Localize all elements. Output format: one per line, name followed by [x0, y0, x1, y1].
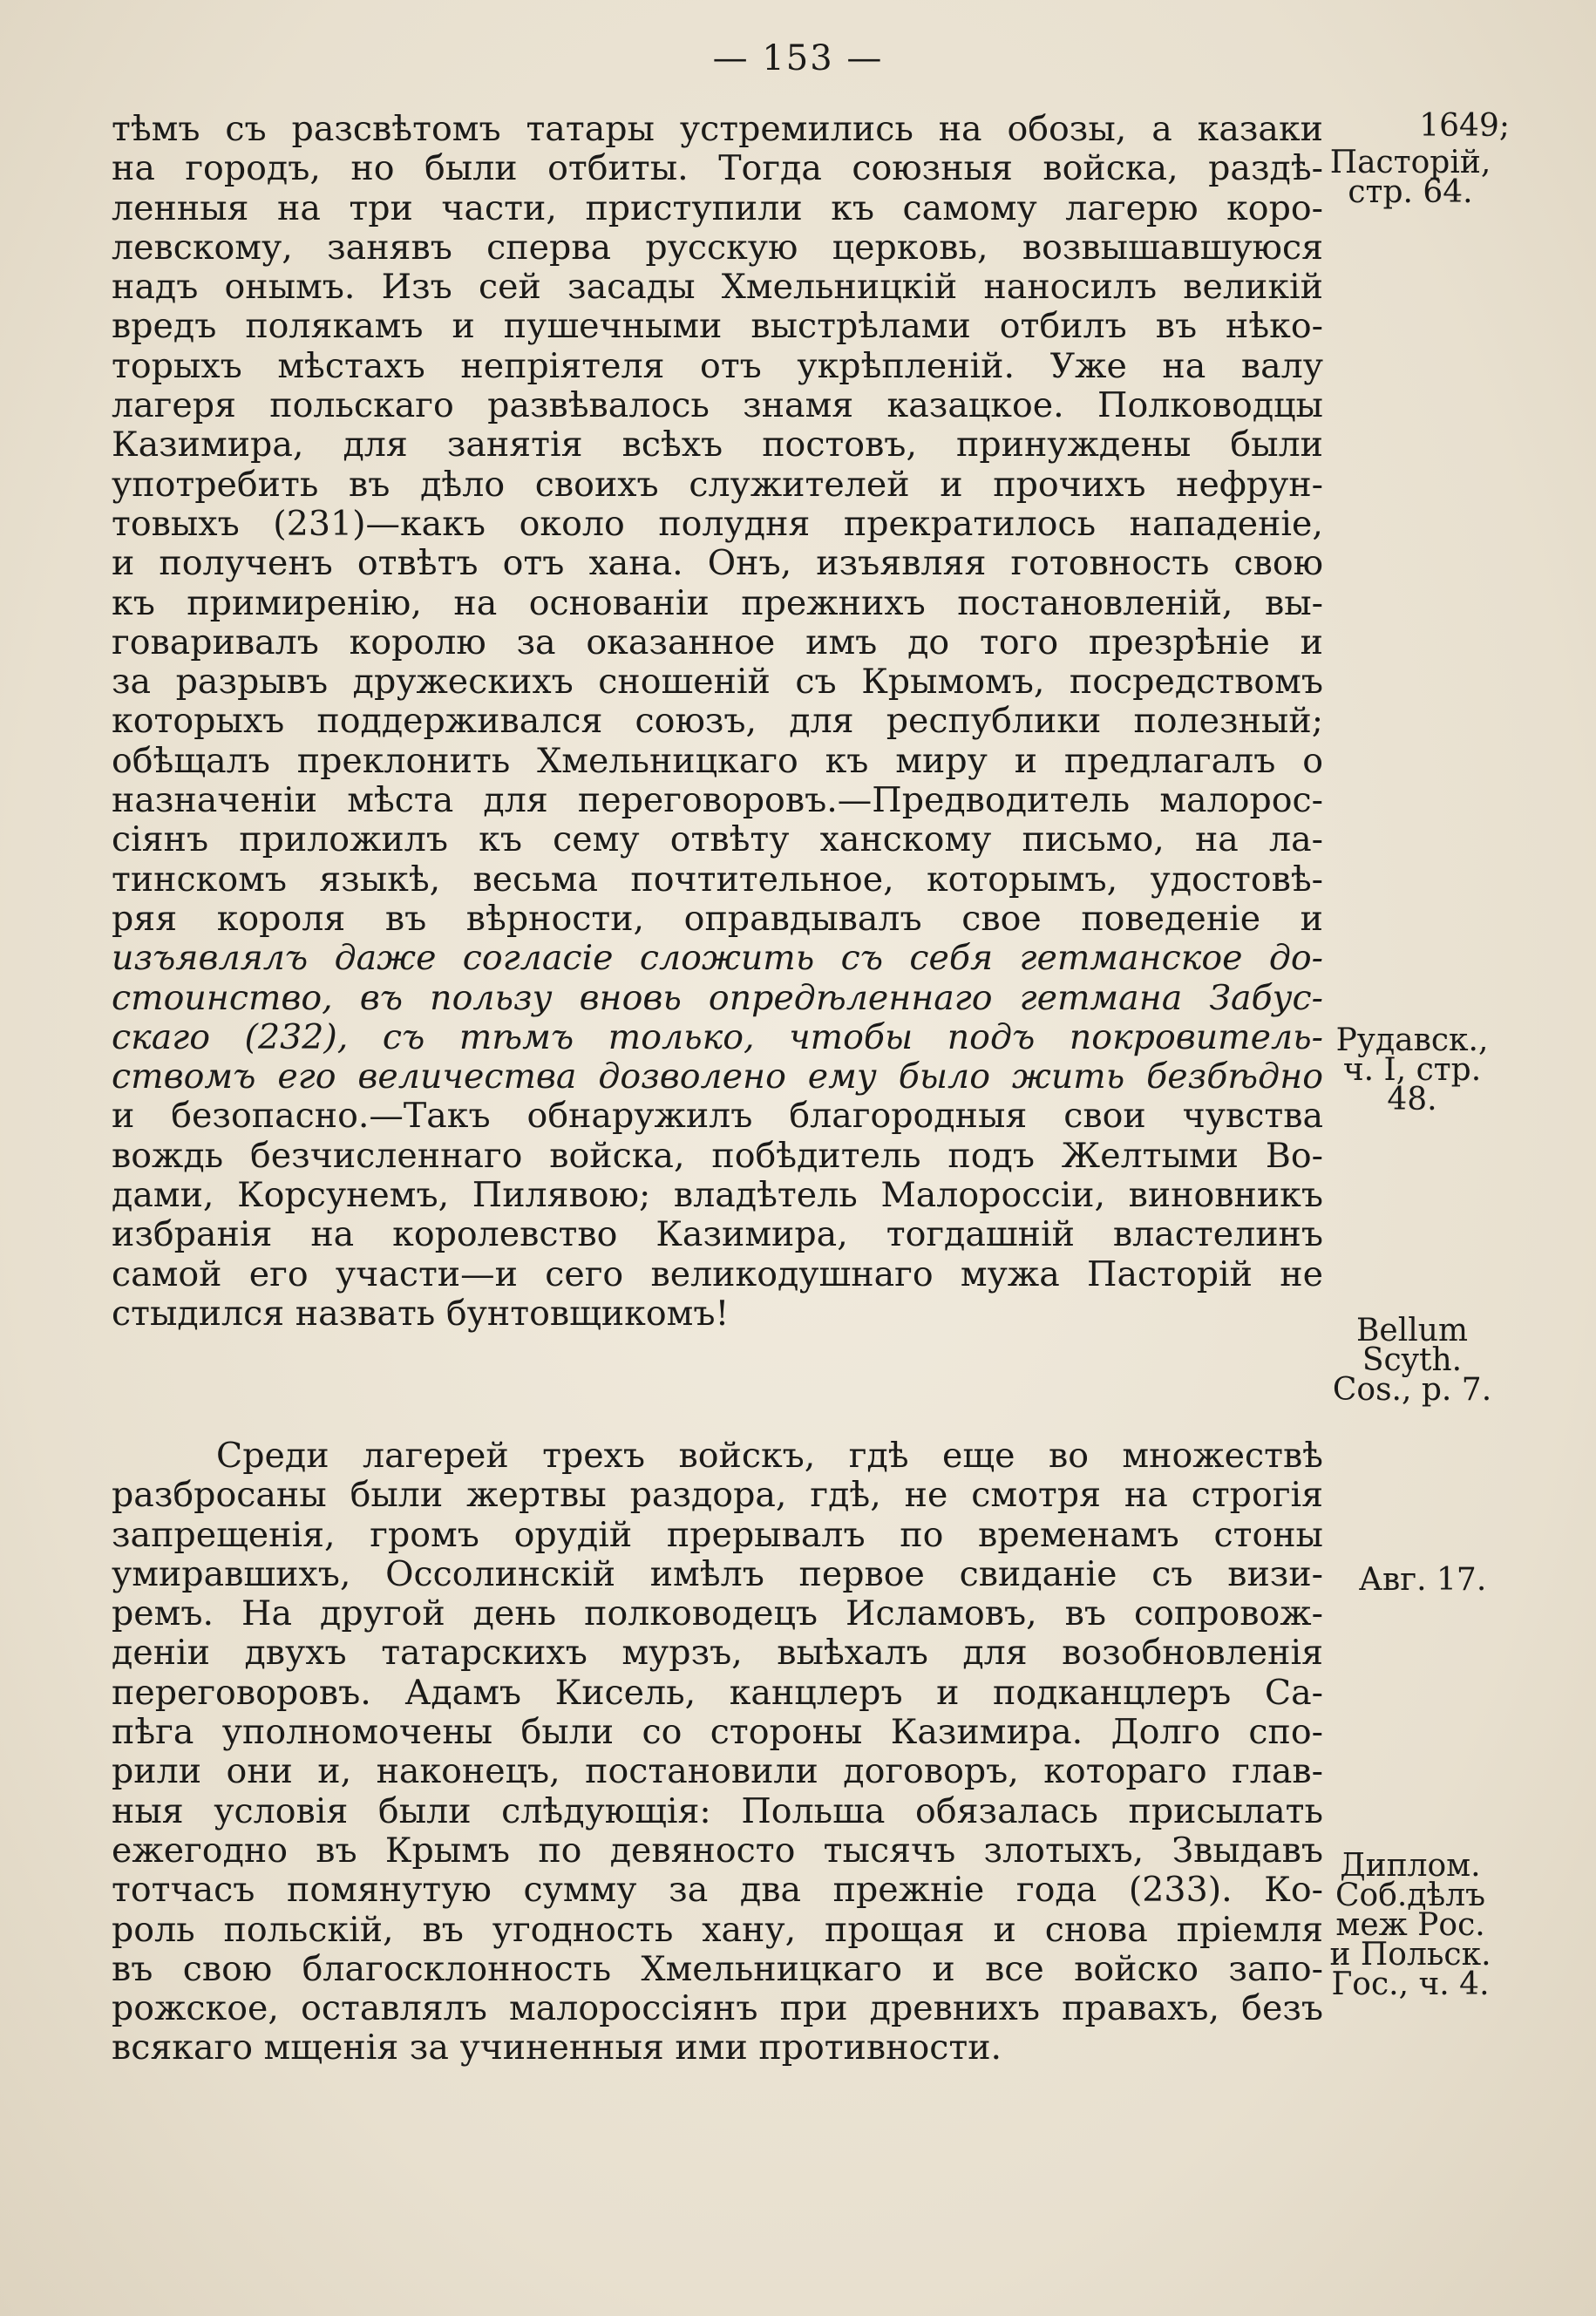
- margin-note-year: 1649;: [1419, 108, 1510, 144]
- text-line: тотчасъ помянутую сумму за два прежніе года (233). Ко-: [112, 1871, 1323, 1911]
- text-line: торыхъ мѣстахъ непріятеля отъ укрѣпленій. Уже на валу: [112, 346, 1323, 386]
- text-line: ствомъ его величества дозволено ему было жить безбѣдно: [112, 1057, 1323, 1097]
- margin-note-pastoriy: Пасторій, стр. 64.: [1329, 145, 1491, 210]
- text-line: тинскомъ языкѣ, весьма почтительное, которымъ, удостовѣ-: [112, 859, 1323, 900]
- text-line: вождь безчисленнаго войска, побѣдитель подъ Желтыми Во-: [112, 1136, 1323, 1176]
- text-line: употребить въ дѣло своихъ служителей и прочихъ нефрун-: [112, 465, 1323, 505]
- text-line: Казимира, для занятія всѣхъ постовъ, принуждены были: [112, 425, 1323, 465]
- text-line: рили они и, наконецъ, постановили договоръ, котораго глав-: [112, 1752, 1323, 1792]
- text-line: скаго (232), съ тѣмъ только, чтобы подъ покровитель-: [112, 1017, 1323, 1057]
- text-line: говаривалъ королю за оказанное имъ до того презрѣніе и: [112, 622, 1323, 662]
- text-line: ремъ. На другой день полководецъ Исламовъ, въ сопровож-: [112, 1594, 1323, 1634]
- margin-note-diplom: [1323, 1848, 1498, 2002]
- text-line: на городъ, но были отбиты. Тогда союзныя войска, раздѣ-: [112, 149, 1323, 189]
- paragraph-2: [112, 1436, 1323, 2068]
- margin-note-diplom-line: Диплом.: [1340, 1848, 1481, 1884]
- text-line: тѣмъ съ разсвѣтомъ татары устремились на обозы, а казаки: [112, 110, 1323, 149]
- text-line: товыхъ (231)—какъ около полудня прекратилось нападеніе,: [112, 504, 1323, 544]
- text-line: левскому, занявъ сперва русскую церковь, возвышавшуюся: [112, 228, 1323, 268]
- text-line: ленныя на три части, приступили къ самому лагерю коро-: [112, 188, 1323, 228]
- text-line: ныя условія были слѣдующія: Польша обязалась присылать: [112, 1791, 1323, 1831]
- text-line: вредъ полякамъ и пушечными выстрѣлами отбилъ въ нѣко-: [112, 307, 1323, 347]
- text-line: умиравшихъ, Оссолинскій имѣлъ первое свиданіе съ визи-: [112, 1554, 1323, 1594]
- text-line: изъявлялъ даже согласіе сложить съ себя гетманское до-: [112, 939, 1323, 979]
- text-line: сіянъ приложилъ къ сему отвѣту ханскому письмо, на ла-: [112, 820, 1323, 860]
- margin-note-date: Авг. 17.: [1358, 1562, 1487, 1598]
- text-line: деніи двухъ татарскихъ мурзъ, выѣхалъ для возобновленія: [112, 1633, 1323, 1674]
- margin-note-diplom-line: Соб.дѣлъ: [1335, 1878, 1485, 1913]
- text-line: къ примиренію, на основаніи прежнихъ постановленій, вы-: [112, 583, 1323, 623]
- text-line: запрещенія, громъ орудій прерывалъ по временамъ стоны: [112, 1515, 1323, 1555]
- text-line: назначеніи мѣста для переговоровъ.—Предводитель малорос-: [112, 781, 1323, 821]
- text-line: ежегодно въ Крымъ по девяносто тысячъ злотыхъ, Звыдавъ: [112, 1830, 1323, 1871]
- text-line: избранія на королевство Казимира, тогдашній властелинъ: [112, 1215, 1323, 1255]
- text-line: самой его участи—и сего великодушнаго мужа Пасторій не: [112, 1254, 1323, 1294]
- text-line: надъ онымъ. Изъ сей засады Хмельницкій наносилъ великій: [112, 268, 1323, 308]
- text-line: въ свою благосклонность Хмельницкаго и все войско запо-: [112, 1949, 1323, 1989]
- margin-note-diplom-line: меж Рос.: [1335, 1907, 1485, 1943]
- text-line: роль польскій, въ угодность хану, прощая и снова пріемля: [112, 1910, 1323, 1950]
- text-line: дами, Корсунемъ, Пилявою; владѣтель Малороссіи, виновникъ: [112, 1176, 1323, 1216]
- page-number: — 153 —: [712, 38, 884, 78]
- text-line: и полученъ отвѣтъ отъ хана. Онъ, изъявляя готовность свою: [112, 544, 1323, 584]
- margin-note-diplom-line: и Польск.: [1329, 1937, 1491, 1973]
- text-line: обѣщалъ преклонить Хмельницкаго къ миру и предлагалъ о: [112, 741, 1323, 781]
- text-line: рожское, оставлялъ малороссіянъ при древнихъ правахъ, безъ: [112, 1989, 1323, 2029]
- text-line: ряя короля въ вѣрности, оправдывалъ свое поведеніе и: [112, 899, 1323, 939]
- paragraph-1: [112, 110, 1323, 1334]
- text-line: всякаго мщенія за учиненныя ими противности.: [112, 2028, 1002, 2068]
- text-line: лагеря польскаго развѣвалось знамя казацкое. Полководцы: [112, 386, 1323, 426]
- text-line: Среди лагерей трехъ войскъ, гдѣ еще во множествѣ: [216, 1436, 1323, 1476]
- text-line: стоинство, въ пользу вновь опредѣленнаго гетмана Забус-: [112, 978, 1323, 1018]
- margin-note-diplom-line: Гос., ч. 4.: [1331, 1966, 1490, 2002]
- text-line: за разрывъ дружескихъ сношеній съ Крымомъ, посредствомъ: [112, 662, 1323, 703]
- text-line: разбросаны были жертвы раздора, гдѣ, не смотря на строгія: [112, 1476, 1323, 1516]
- margin-note-bellum: Bellum Scyth. Cos., p. 7.: [1332, 1313, 1492, 1408]
- margin-note-rudavsk: Рудавск., ч. І, стр. 48.: [1335, 1022, 1489, 1117]
- text-line: стыдился назвать бунтовщикомъ!: [112, 1294, 730, 1334]
- text-line: пѣга уполномочены были со стороны Казимира. Долго спо-: [112, 1713, 1323, 1753]
- text-line: и безопасно.—Такъ обнаружилъ благородныя свои чувства: [112, 1097, 1323, 1137]
- text-line: которыхъ поддерживался союзъ, для республики полезный;: [112, 702, 1323, 742]
- text-line: переговоровъ. Адамъ Кисель, канцлеръ и подканцлеръ Са-: [112, 1673, 1323, 1713]
